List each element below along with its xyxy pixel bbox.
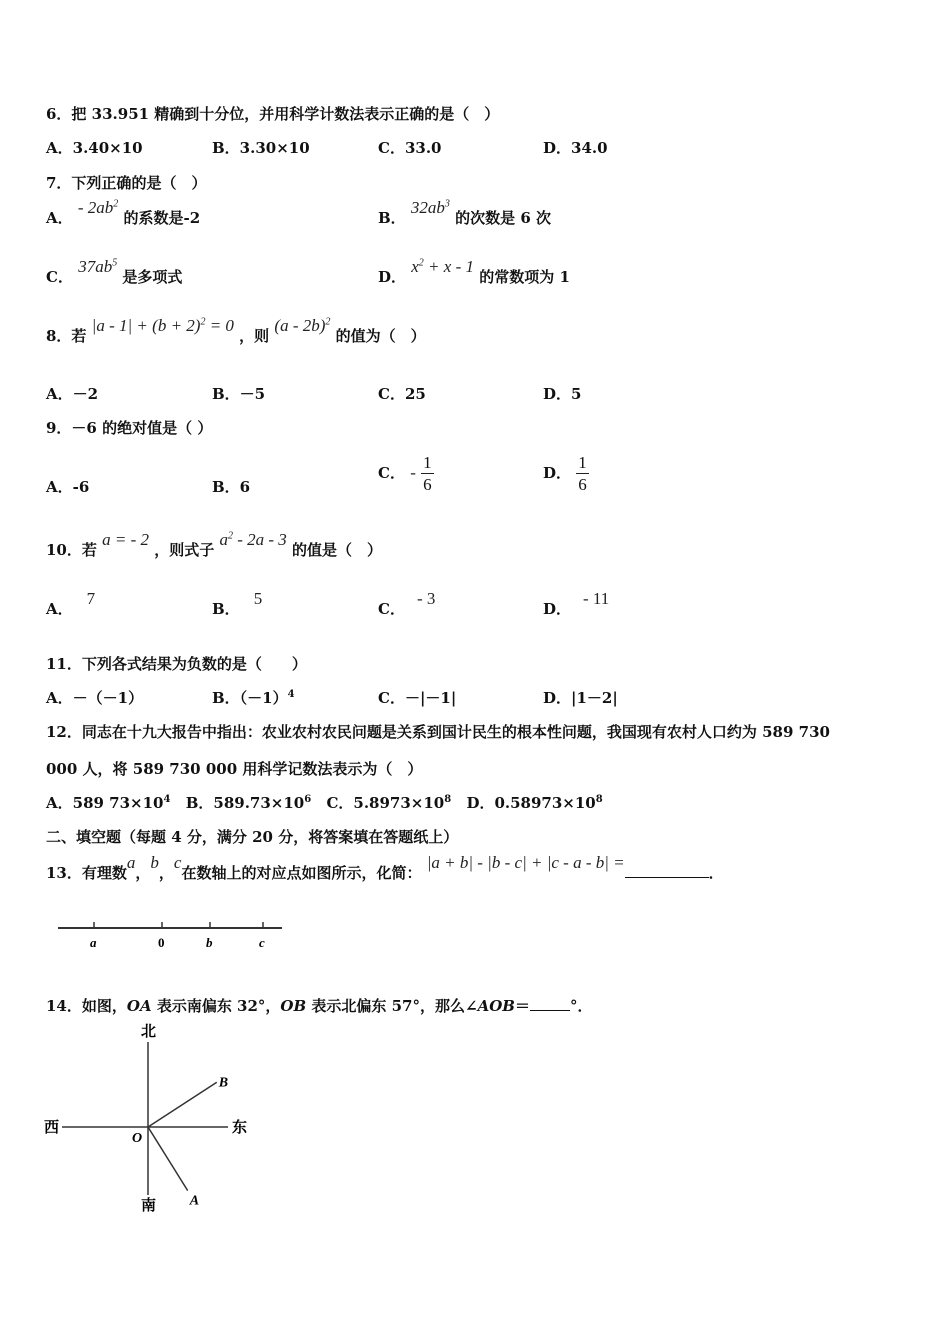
q7-b-tail: 的次数是 6 次 [455,209,552,227]
q8-option-d: D．5 [543,385,582,403]
label-b-point: B [218,1075,229,1091]
q14-answer-blank [530,1010,570,1011]
q7-d-label: D． [378,268,407,286]
q9-d-fraction: $\frac{1}{6}$ [578,453,587,495]
q8-tail: 的值为（ ） [335,327,426,345]
q8-expression: (a - 2b)$^2$ [274,316,331,335]
q12-options [46,792,603,813]
q13-number-line [52,916,292,956]
label-o: O [132,1131,143,1146]
q7-c-expression: $37ab^5$ [78,257,118,276]
q12-stem-line2: 000 人，将 589 730 000 用科学记数法表示为（ ） [46,760,423,778]
q13-answer-blank [625,877,709,878]
q10-tail: 的值是（ ） [292,541,383,559]
q6-stem: 6．把 33.951 精确到十分位，并用科学计数法表示正确的是（ ） [46,105,500,123]
label-zero: 0 [158,935,165,950]
q10-stem [46,530,383,560]
q14-compass-figure [40,1020,270,1220]
q7-option-d [378,257,570,287]
ray-ob [148,1082,217,1127]
q10-mid: ，则式子 [154,541,215,559]
q7-d-tail: 的常数项为 1 [479,268,570,286]
q13-var-a: a [126,853,136,872]
q6-option-c: C．33.0 [378,139,442,157]
q8-option-c: C．25 [378,385,426,403]
label-b: b [206,935,213,950]
q10-expression: $a^2 - 2a - 3$ [219,530,287,549]
q13-var-c: c [173,853,182,872]
q8-condition: $|a - 1| + (b + 2)^2 = 0$ [91,316,234,335]
q7-b-expression: $32ab^3$ [410,198,450,217]
q10-option-d: D．- 11 [543,589,610,618]
q9-c-fraction: $\frac{1}{6}$ [423,453,432,495]
q11-option-c: C．－|－1| [378,689,457,707]
q8-option-a: A．－2 [46,385,99,403]
q9-c-label: C． [378,463,405,482]
q9-option-a: A．-6 [46,478,90,496]
q11-option-d: D．|1－2| [543,689,618,707]
label-a: a [90,935,97,950]
q14-stem: 14．如图，OA 表示南偏东 32°，OB 表示北偏东 57°，那么∠AOB＝ °． [46,997,593,1015]
q8-mid: ，则 [239,327,270,345]
label-east: 东 [232,1120,248,1136]
q7-a-label: A． [46,209,73,227]
q11-stem: 11．下列各式结果为负数的是（ ） [46,655,307,673]
q7-b-label: B． [378,209,406,227]
q13-var-b: b [150,853,159,872]
label-north: 北 [141,1024,157,1040]
q12-option-c: C．$5.8973\times 10^8$ [326,794,452,812]
ray-oa [148,1127,188,1191]
label-west: 西 [44,1120,60,1136]
label-south: 南 [141,1198,157,1214]
q12-option-d: D．$0.58973\times 10^8$ [466,794,603,812]
q12-option-b: B．$589.73\times 10^6$ [185,794,312,812]
q7-a-tail: 的系数是-2 [123,209,201,227]
q9-option-d [543,452,589,496]
q9-d-label: D． [543,463,572,482]
q11-option-b: B．$(-1)^4$ [212,689,295,707]
q7-option-c [46,257,183,287]
q13-expression: |a + b| - |b - c| + |c - a - b| = [426,853,625,872]
q14-aob: AOB [477,997,515,1015]
q13-stem: 13．有理数a，b，c在数轴上的对应点如图所示，化简： |a + b| - |b - c| + |c - a - b| =． [46,853,724,882]
q8-prefix: 8．若 [46,327,87,345]
label-c: c [259,935,265,950]
q9-option-c [378,452,434,496]
q14-ob: OB [280,997,307,1015]
q10-condition: a = - 2 [102,530,149,549]
q7-option-b [378,198,552,228]
q8-stem [46,316,426,346]
q7-a-expression: - $2ab^2$ [77,198,119,217]
q9-c-sign: - [410,462,416,482]
q10-option-b: B．5 [212,589,263,618]
q12-option-a: A．589 $73\times 10^4$ [46,794,171,812]
q7-stem: 7．下列正确的是（ ） [46,174,207,192]
q8-option-b: B．－5 [212,385,266,403]
q7-c-label: C． [46,268,73,286]
q10-option-c: C．- 3 [378,589,436,618]
q12-stem-line1: 12．同志在十九大报告中指出：农业农村农民问题是关系到国计民生的根本性问题，我国现有农村人口约为 589 730 [46,723,830,741]
q9-option-b: B．6 [212,478,251,496]
label-a-point: A [189,1193,200,1209]
q10-prefix: 10．若 [46,541,97,559]
q7-d-expression: $x^2 + x - 1$ [411,257,474,276]
q7-option-a [46,198,201,228]
q6-option-b: B．3.30×10 [212,139,310,157]
q11-option-a: A．－（－1） [46,689,144,707]
section-heading: 二、填空题（每题 4 分，满分 20 分，将答案填在答题纸上） [46,828,459,846]
q10-option-a: A．7 [46,589,96,618]
q7-c-tail: 是多项式 [122,268,183,286]
q9-stem: 9．－6 的绝对值是（ ） [46,419,213,437]
q6-option-d: D．34.0 [543,139,608,157]
q6-option-a: A．3.40×10 [46,139,143,157]
q14-oa: OA [126,997,152,1015]
